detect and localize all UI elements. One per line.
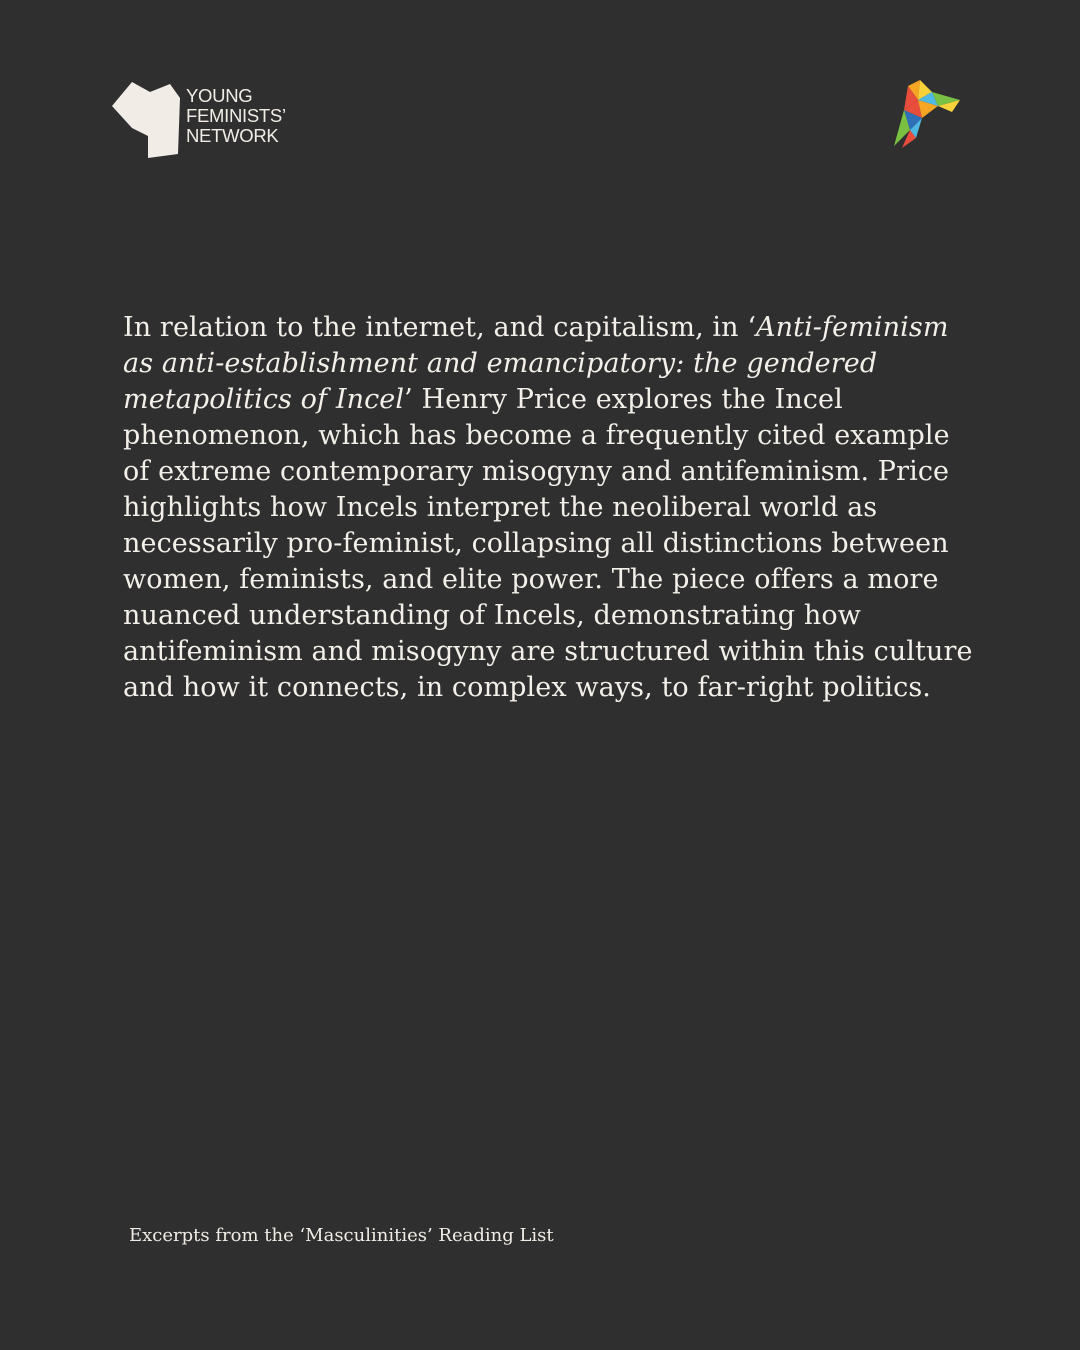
title-open-quote: ‘	[747, 312, 757, 343]
logo-wordmark	[186, 86, 286, 146]
footer-caption: Excerpts from the ‘Masculinities’ Reading List	[129, 1225, 554, 1246]
work-title: Anti-feminism as anti-establishment and emancipatory: the gendered metapolitics of Incel	[123, 312, 949, 415]
body-rest: Henry Price explores the Incel phenomenon, which has become a frequently cited example of extreme contemporary misogyny and antifeminism. Price highlights how Incels interpret the neoliberal world as necessarily pro-feminist, collapsing all distinctions between women, feminists, and elite power. The piece offers a more nuanced understanding of Incels, demonstrating how antifeminism and misogyny are structured within this culture and how it connects, in complex ways, to far-right politics.	[123, 384, 973, 703]
logo-line-1: YOUNG	[186, 85, 253, 106]
shield-mark-icon	[110, 80, 182, 160]
young-feminists-network-logo	[110, 80, 310, 160]
geometric-bird-icon	[888, 78, 966, 152]
body-paragraph	[123, 310, 973, 706]
title-close-quote: ’	[404, 384, 413, 415]
bird-logo	[888, 78, 966, 152]
body-intro: In relation to the internet, and capitalism, in	[123, 312, 748, 343]
logo-line-2: FEMINISTS’	[186, 105, 286, 126]
logo-line-3: NETWORK	[186, 125, 279, 146]
